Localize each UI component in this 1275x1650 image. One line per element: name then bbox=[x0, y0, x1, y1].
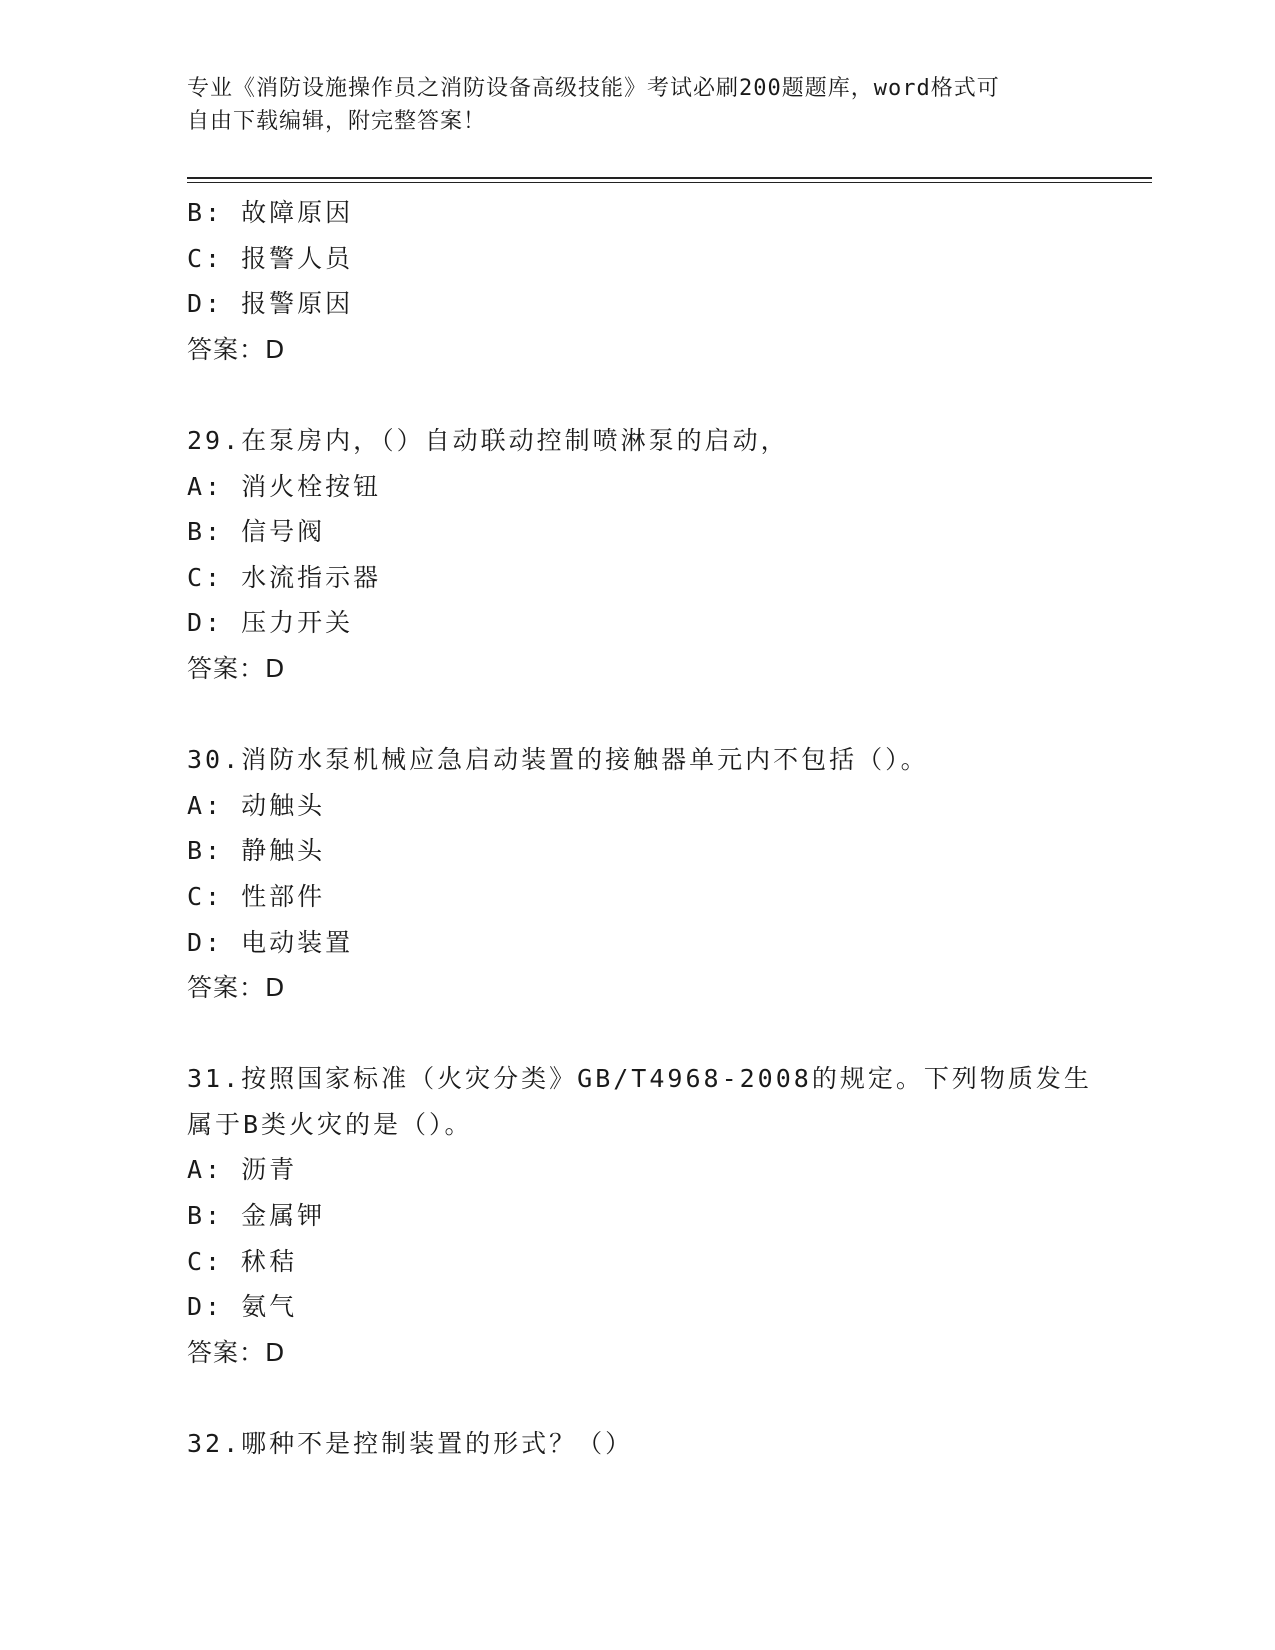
question-text: 32.哪种不是控制装置的形式？（） bbox=[187, 1429, 634, 1459]
option-c: C: 水流指示器 bbox=[187, 562, 382, 592]
option-b: B: 故障原因 bbox=[187, 198, 354, 227]
header-line-2: 自由下载编辑，附完整答案！ bbox=[187, 109, 487, 134]
header-divider-thin bbox=[187, 182, 1152, 183]
answer-label: 答案：D bbox=[187, 334, 286, 364]
question-31 bbox=[187, 1056, 1092, 1375]
question-text: 29.在泵房内，（）自动联动控制喷淋泵的启动， bbox=[187, 425, 789, 455]
spacer bbox=[187, 372, 1087, 418]
spacer bbox=[187, 692, 1087, 738]
option-d: D: 电动装置 bbox=[187, 927, 354, 957]
question-30 bbox=[187, 737, 1087, 1011]
option-c: C: 秫秸 bbox=[187, 1246, 298, 1276]
option-a: A: 消火栓按钮 bbox=[187, 471, 382, 501]
option-b: B: 静触头 bbox=[187, 836, 326, 866]
question-text-continued: 属于B类火灾的是（）。 bbox=[187, 1109, 473, 1139]
spacer bbox=[187, 1011, 1087, 1057]
option-c: C: 报警人员 bbox=[187, 243, 354, 273]
option-b: B: 信号阀 bbox=[187, 517, 326, 547]
question-content bbox=[187, 190, 1092, 1467]
question-text: 31.按照国家标准（火灾分类》GB/T4968-2008的规定。下列物质发生 bbox=[187, 1064, 1092, 1094]
question-text: 30.消防水泵机械应急启动装置的接触器单元内不包括（）。 bbox=[187, 745, 929, 775]
spacer bbox=[187, 1375, 1087, 1421]
option-c: C: 性部件 bbox=[187, 881, 326, 911]
option-b: B: 金属钾 bbox=[187, 1201, 326, 1231]
answer-label: 答案：D bbox=[187, 1337, 286, 1367]
header-divider-thick bbox=[187, 177, 1152, 179]
option-a: A: 沥青 bbox=[187, 1155, 298, 1185]
answer-label: 答案：D bbox=[187, 973, 286, 1003]
question-28-continued bbox=[187, 190, 1087, 372]
option-d: D: 压力开关 bbox=[187, 608, 354, 638]
option-a: A: 动触头 bbox=[187, 790, 326, 820]
header-line-1: 专业《消防设施操作员之消防设备高级技能》考试必刷200题题库，word格式可 bbox=[187, 76, 1000, 101]
option-d: D: 报警原因 bbox=[187, 289, 354, 319]
question-32 bbox=[187, 1421, 1087, 1467]
option-d: D: 氨气 bbox=[187, 1292, 298, 1322]
answer-label: 答案：D bbox=[187, 653, 286, 683]
question-29 bbox=[187, 418, 1087, 692]
document-header bbox=[187, 72, 1067, 138]
